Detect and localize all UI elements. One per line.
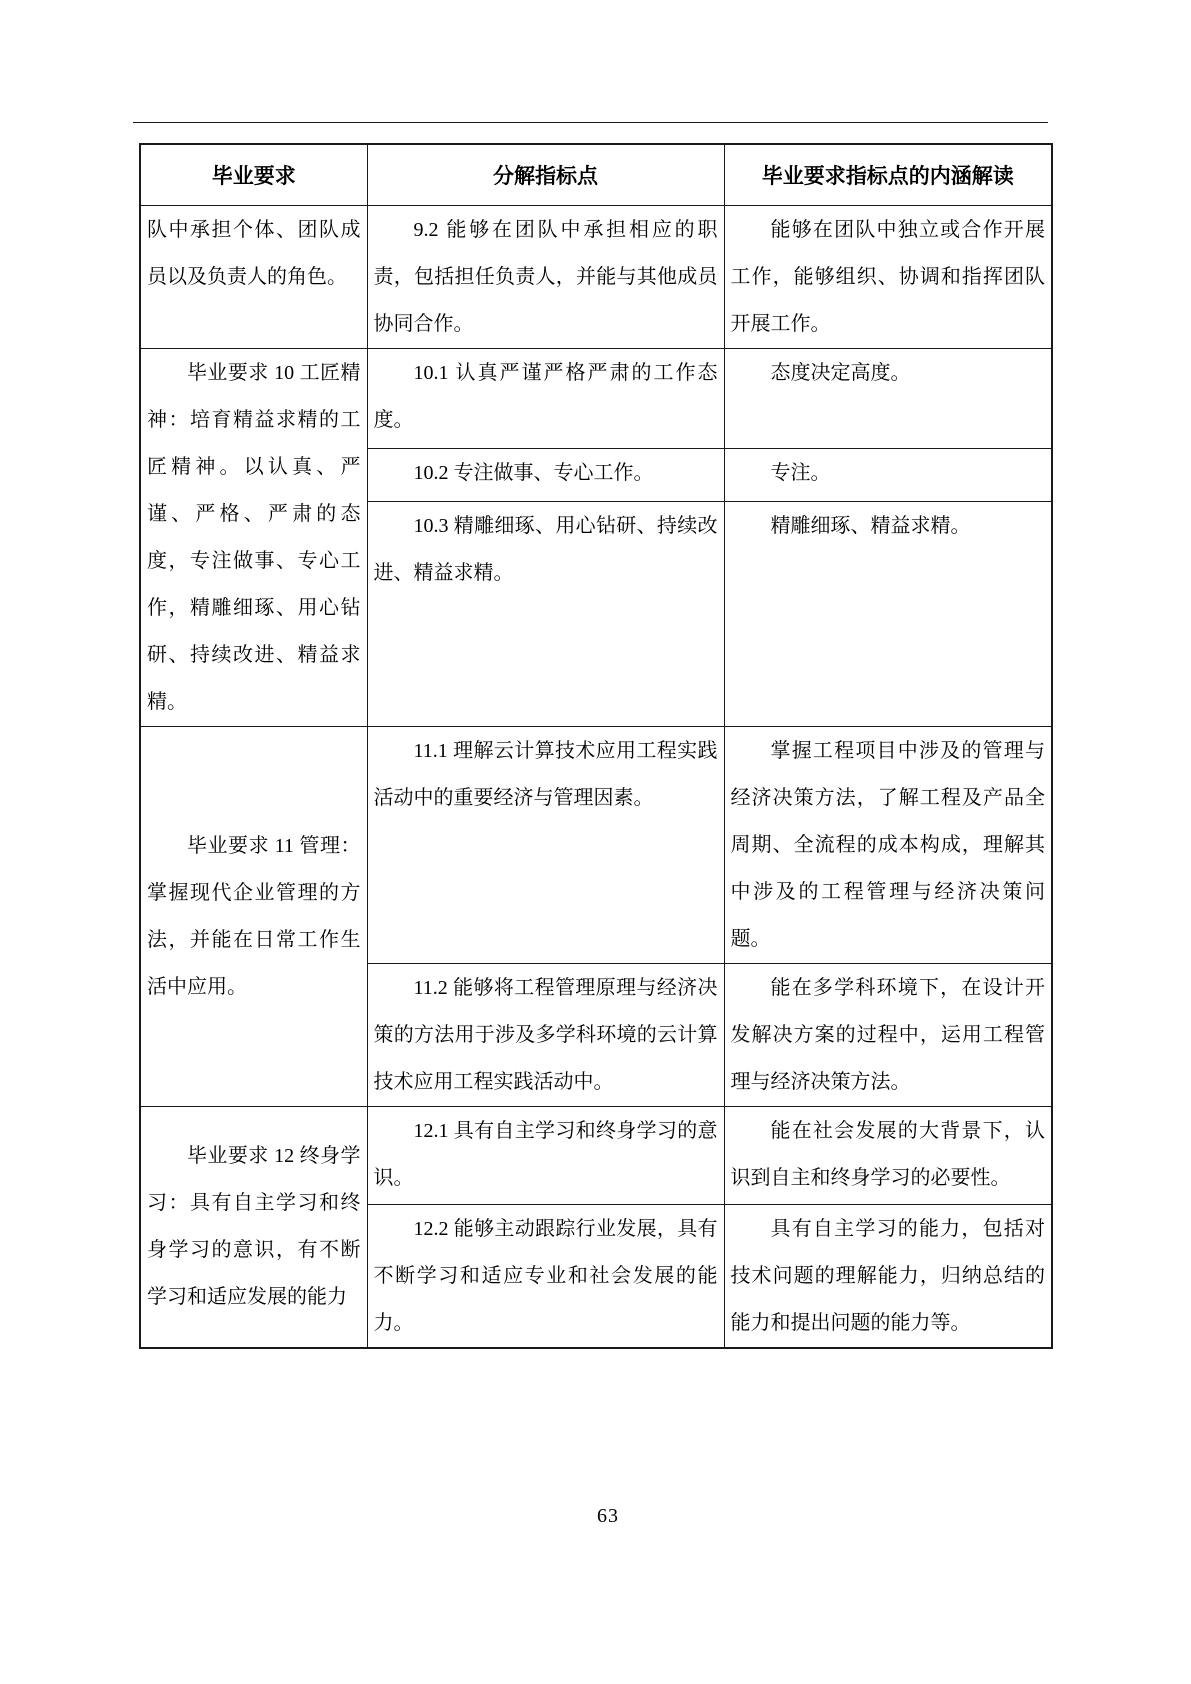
graduation-requirements-table (139, 143, 1053, 1349)
requirement-10-text: 毕业要求 10 工匠精神：培育精益求精的工匠精神。以认真、严谨、严格、严肃的态度，专注做事、专心工作，精雕细琢、用心钻研、持续改进、精益求精。 (147, 361, 361, 713)
requirement-12-cell (140, 1106, 367, 1348)
interpretation-12-1-cell (724, 1106, 1052, 1204)
indicator-10-2-cell (367, 449, 724, 502)
interpretation-9-2-text: 能够在团队中独立或合作开展工作，能够组织、协调和指挥团队开展工作。 (730, 218, 1045, 335)
interpretation-10-2-cell (724, 449, 1052, 502)
table-header-row (140, 144, 1052, 205)
requirement-11-cell (140, 726, 367, 1106)
interpretation-11-1-cell (724, 726, 1052, 963)
page-number: 63 (597, 1505, 619, 1527)
interpretation-11-2-cell (724, 963, 1052, 1106)
requirement-10-cell (140, 348, 367, 726)
interpretation-11-2-text: 能在多学科环境下，在设计开发解决方案的过程中，运用工程管理与经济决策方法。 (730, 976, 1045, 1093)
interpretation-10-2-text: 专注。 (770, 462, 831, 485)
requirement-9-text: 队中承担个体、团队成员以及负责人的角色。 (147, 218, 361, 288)
interpretation-11-1-text: 掌握工程项目中涉及的管理与经济决策方法，了解工程及产品全周期、全流程的成本构成，理解其中涉及的工程管理与经济决策问题。 (730, 739, 1045, 950)
indicator-9-2-cell (367, 205, 724, 348)
indicator-10-1-text: 10.1 认真严谨严格严肃的工作态度。 (373, 361, 718, 431)
requirement-12-text: 毕业要求 12 终身学习：具有自主学习和终身学习的意识，有不断学习和适应发展的能力 (147, 1145, 361, 1308)
indicator-10-1-cell (367, 348, 724, 449)
indicator-12-2-cell (367, 1204, 724, 1348)
col-header-indicator: 分解指标点 (367, 144, 724, 205)
indicator-11-2-text: 11.2 能够将工程管理原理与经济决策的方法用于涉及多学科环境的云计算技术应用工程实践活动中。 (373, 976, 718, 1093)
indicator-11-2-cell (367, 963, 724, 1106)
interpretation-12-2-text: 具有自主学习的能力，包括对技术问题的理解能力，归纳总结的能力和提出问题的能力等。 (730, 1217, 1045, 1334)
interpretation-10-3-cell (724, 502, 1052, 726)
col-header-requirement: 毕业要求 (140, 144, 367, 205)
page-header-rule (133, 122, 1048, 123)
table-row (140, 1106, 1052, 1204)
indicator-11-1-text: 11.1 理解云计算技术应用工程实践活动中的重要经济与管理因素。 (373, 739, 718, 809)
indicator-9-2-text: 9.2 能够在团队中承担相应的职责，包括担任负责人，并能与其他成员协同合作。 (373, 218, 718, 335)
indicator-10-2-text: 10.2 专注做事、专心工作。 (413, 462, 654, 485)
indicator-12-1-text: 12.1 具有自主学习和终身学习的意识。 (373, 1119, 718, 1189)
col-header-interpretation: 毕业要求指标点的内涵解读 (724, 144, 1052, 205)
table-row (140, 726, 1052, 963)
table-row (140, 205, 1052, 348)
interpretation-10-1-text: 态度决定高度。 (770, 361, 911, 384)
indicator-12-2-text: 12.2 能够主动跟踪行业发展，具有不断学习和适应专业和社会发展的能力。 (373, 1217, 718, 1334)
interpretation-10-3-text: 精雕细琢、精益求精。 (770, 515, 971, 538)
indicator-11-1-cell (367, 726, 724, 963)
interpretation-9-2-cell (724, 205, 1052, 348)
requirement-9-cell (140, 205, 367, 348)
indicator-10-3-text: 10.3 精雕细琢、用心钻研、持续改进、精益求精。 (373, 515, 718, 585)
interpretation-12-2-cell (724, 1204, 1052, 1348)
indicator-10-3-cell (367, 502, 724, 726)
requirement-11-text: 毕业要求 11 管理：掌握现代企业管理的方法，并能在日常工作生活中应用。 (147, 834, 361, 998)
indicator-12-1-cell (367, 1106, 724, 1204)
interpretation-10-1-cell (724, 348, 1052, 449)
interpretation-12-1-text: 能在社会发展的大背景下，认识到自主和终身学习的必要性。 (730, 1119, 1045, 1189)
table-row (140, 348, 1052, 449)
